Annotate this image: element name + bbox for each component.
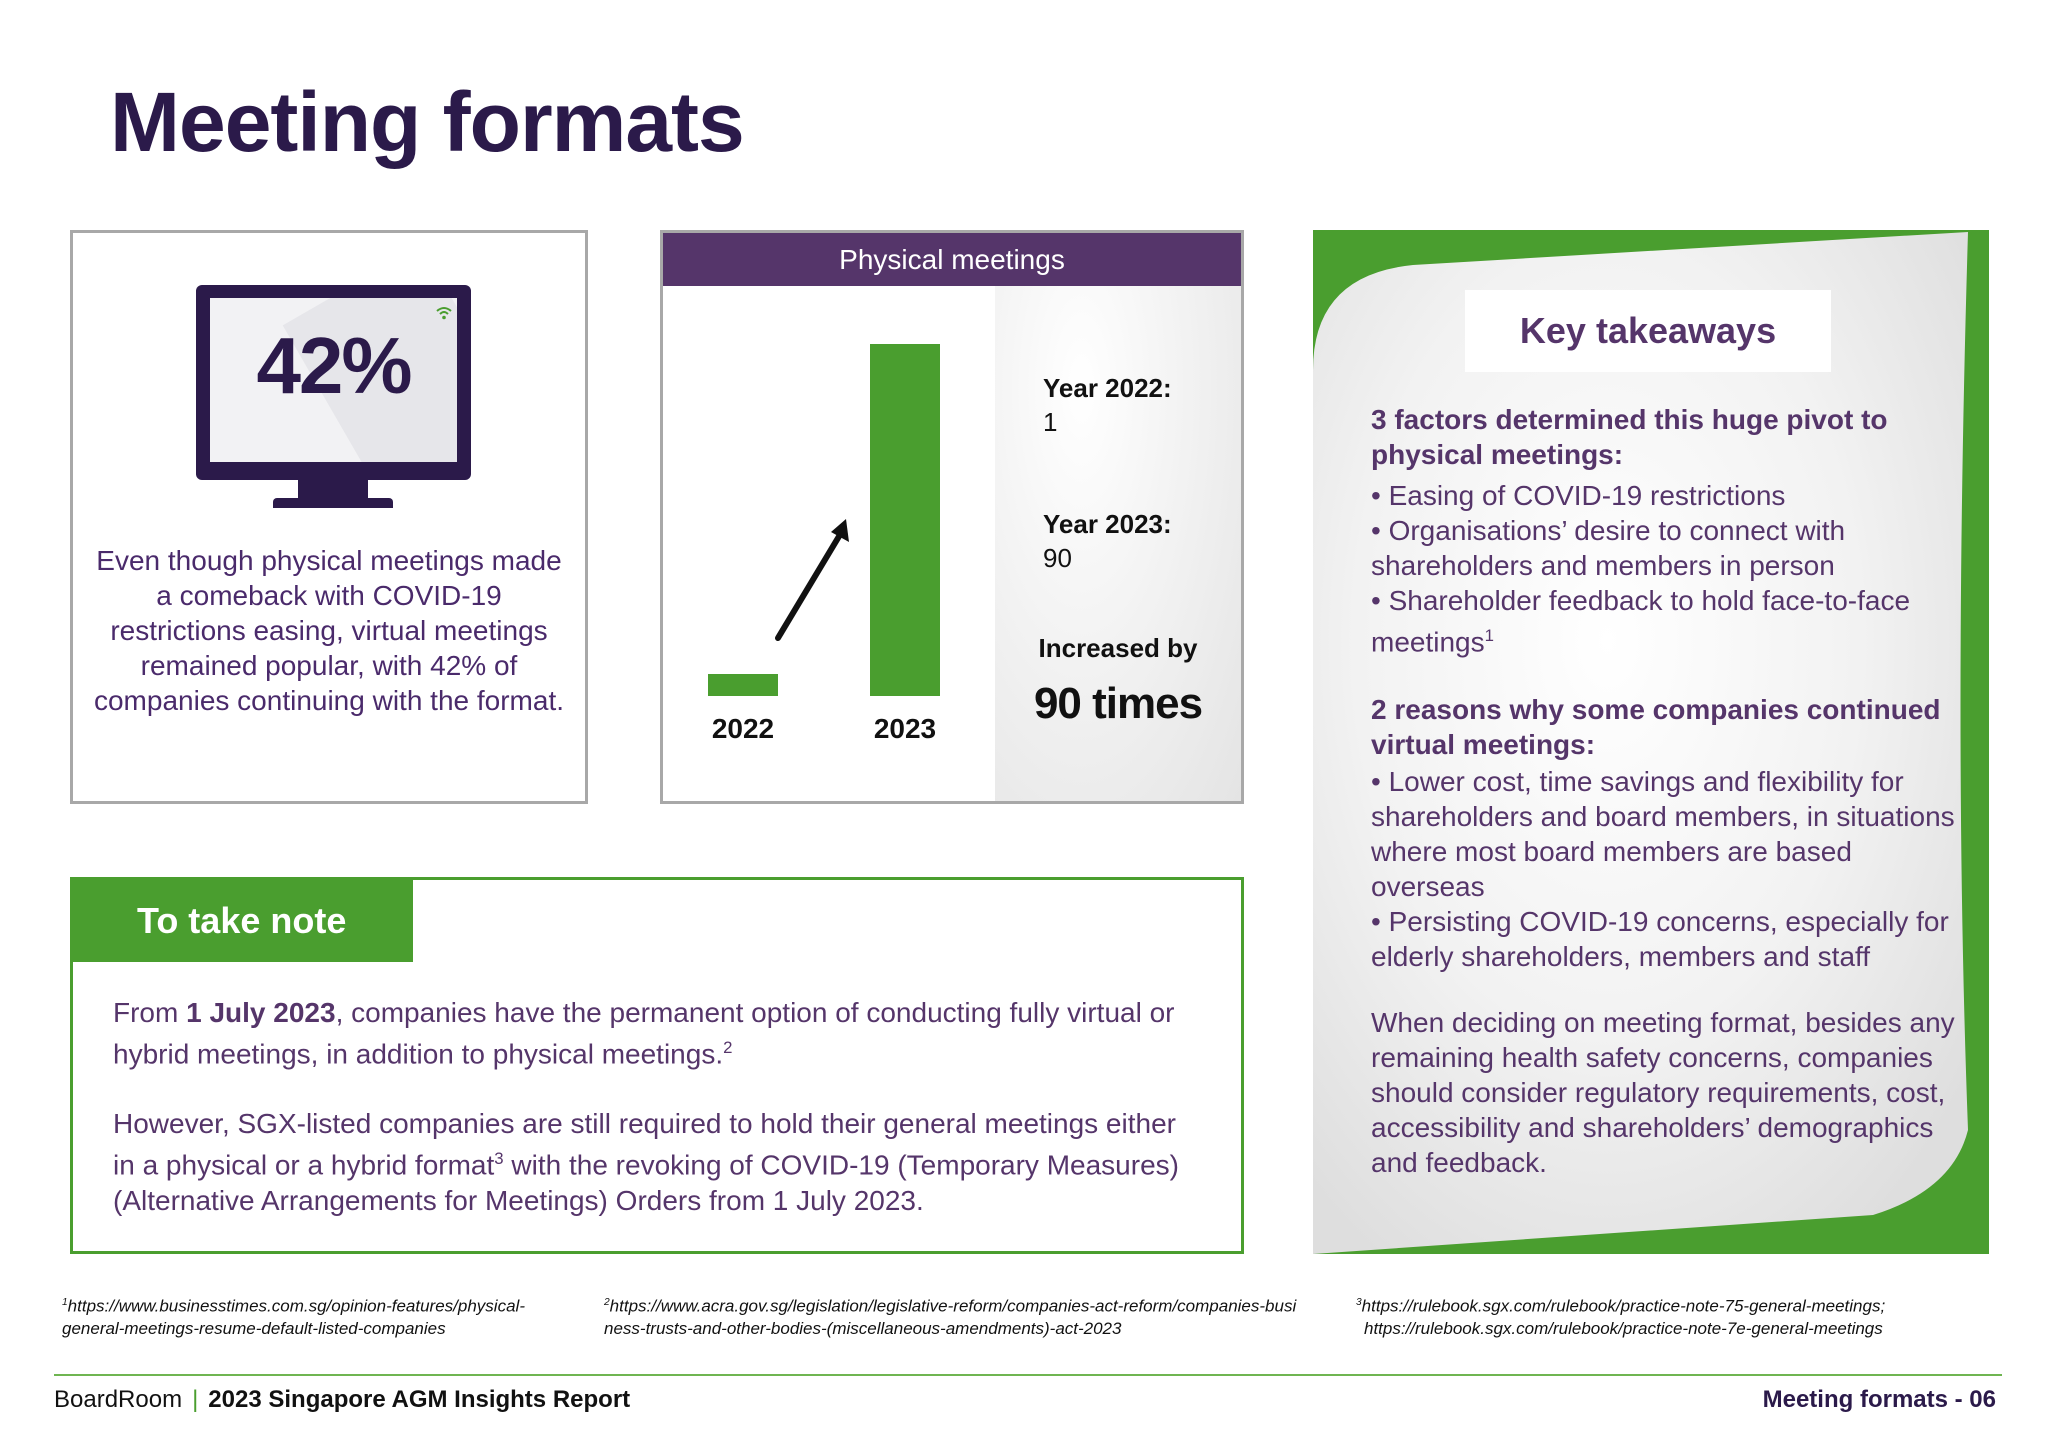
- virtual-meetings-card: [70, 230, 588, 804]
- bar-chart: [663, 286, 995, 801]
- footer-brand: [54, 1386, 630, 1414]
- bar-2022: [708, 674, 778, 696]
- footnote-mark: 2: [723, 1038, 733, 1057]
- wifi-icon: [436, 306, 452, 320]
- takeaways-body: [1371, 402, 1961, 1180]
- page-label: Meeting formats - 06: [1762, 1386, 1996, 1413]
- physical-header: Physical meetings: [663, 233, 1241, 286]
- note-body: [113, 995, 1203, 1218]
- virtual-stat: 42%: [256, 321, 411, 410]
- year2023-label: Year 2023:: [1043, 509, 1172, 539]
- tick-label: 2022: [711, 713, 775, 744]
- physical-meetings-card: [660, 230, 1244, 804]
- arrow-up-right-icon: [778, 528, 844, 638]
- reasons-heading: 2 reasons why some companies continued virtual meetings:: [1371, 694, 1941, 761]
- monitor-base: [273, 498, 393, 508]
- footer-separator: |: [192, 1386, 199, 1413]
- footnote-mark: 1: [1484, 626, 1494, 645]
- factor-item: • Organisations’ desire to connect with shareholders and members in person: [1371, 515, 1846, 581]
- factor-item: • Easing of COVID-19 restrictions: [1371, 480, 1786, 511]
- brand-name: BoardRoom: [54, 1386, 183, 1413]
- to-take-note-card: [70, 877, 1244, 1254]
- note-paragraph: From 1 July 2023, companies have the permanent option of conducting fully virtual or hybrid meetings, in addition to physical meetings.$^2$: [113, 997, 1175, 1070]
- virtual-description: Even though physical meetings made a comeback with COVID-19 restrictions easing, virtual meetings remained popular, with 42% of companies continuing with the format.: [93, 545, 565, 716]
- page-title: Meeting formats: [110, 75, 744, 169]
- increase-label: Increased by: [1038, 633, 1198, 663]
- footnote-1[interactable]: $^1$https://www.businesstimes.com.sg/opinion-features/physical-general-meetings-resume-default-listed-companies: [62, 1296, 525, 1338]
- increase-value: 90 times: [1033, 679, 1203, 728]
- year2023-value: 90: [1043, 543, 1072, 573]
- footnote-mark: 3: [494, 1149, 504, 1169]
- note-title: To take note: [73, 880, 413, 962]
- monitor-stand: [298, 480, 368, 500]
- footnote-3[interactable]: $^3$https://rulebook.sgx.com/rulebook/practice-note-75-general-meetings; https://rulebook.sgx.com/rulebook/practice-note-7e-general-meetings: [1356, 1296, 1886, 1338]
- factor-item: • Shareholder feedback to hold face-to-face meetings$^1$: [1371, 585, 1911, 658]
- key-takeaways-card: [1313, 230, 1989, 1254]
- reason-item: • Lower cost, time savings and flexibility for shareholders and board members, in situations where most board members are based overseas: [1371, 766, 1955, 903]
- monitor-screen: [210, 298, 457, 462]
- tick-label: 2023: [873, 713, 937, 744]
- bar-2023: [870, 344, 940, 696]
- report-title: 2023 Singapore AGM Insights Report: [208, 1386, 631, 1413]
- takeaways-title: Key takeaways: [1465, 290, 1831, 372]
- monitor-icon: [196, 285, 471, 480]
- factors-heading: 3 factors determined this huge pivot to physical meetings:: [1371, 404, 1888, 470]
- takeaways-closing: When deciding on meeting format, besides any remaining health safety concerns, companies should consider regulatory requirements, cost, accessibility and shareholders’ demographics and feedback.: [1371, 1007, 1955, 1179]
- reason-item: • Persisting COVID-19 concerns, especially for elderly shareholders, members and staff: [1371, 906, 1949, 973]
- year2022-value: 1: [1043, 407, 1058, 437]
- year2022-label: Year 2022:: [1043, 373, 1172, 403]
- note-paragraph: However, SGX-listed companies are still required to hold their general meetings either in a physical or a hybrid format$^3$ with the revoking of COVID-19 (Temporary Measures) (Alternative Arrangements for Meetings) Orders from 1 July 2023.: [113, 1108, 1179, 1216]
- footnote-2[interactable]: $^2$https://www.acra.gov.sg/legislation/legislative-reform/companies-act-reform/companies-business-trusts-and-other-bodies-(miscellaneous-amendments)-act-2023: [604, 1296, 1297, 1338]
- note-date: 1 July 2023: [186, 997, 336, 1028]
- footer-divider: [54, 1374, 2002, 1376]
